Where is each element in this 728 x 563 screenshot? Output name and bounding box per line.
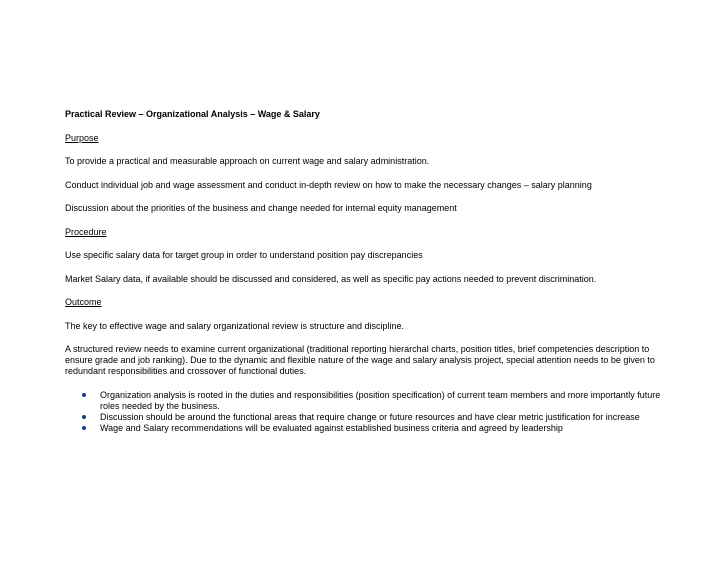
outcome-paragraph-2: A structured review needs to examine current organizational (traditional reporting hierarchal charts, position titles, brief competencies description to ensure grade and job ranking). Due to the dynamic and flexible nature of the wage and salary analysis project, special attention needs to be given to redundant responsibilities and crossover of functional duties. — [65, 344, 655, 376]
bullet-icon — [82, 393, 86, 397]
outcome-paragraph-1: The key to effective wage and salary organizational review is structure and discipline. — [65, 320, 405, 331]
bullet-icon — [82, 415, 86, 419]
bullet-icon — [82, 426, 86, 430]
purpose-heading: Purpose — [65, 132, 99, 143]
bullet-item — [65, 412, 665, 423]
procedure-paragraph-2: Market Salary data, if available should be discussed and considered, as well as specific pay actions needed to prevent discrimination. — [65, 273, 597, 284]
procedure-heading: Procedure — [65, 226, 107, 237]
bullet-item — [65, 390, 665, 412]
bullet-text: Organization analysis is rooted in the duties and responsibilities (position specification) of current team members and more importantly future roles needed by the business. — [100, 389, 661, 411]
purpose-paragraph-1: To provide a practical and measurable approach on current wage and salary administration. — [65, 156, 430, 166]
bullet-list — [65, 390, 665, 434]
purpose-paragraph-3: Discussion about the priorities of the business and change needed for internal equity management — [65, 203, 457, 213]
bullet-text: Wage and Salary recommendations will be evaluated against established business criteria and agreed by leadership — [100, 422, 563, 433]
bullet-item — [65, 423, 665, 434]
outcome-heading: Outcome — [65, 297, 102, 307]
purpose-paragraph-2: Conduct individual job and wage assessment and conduct in-depth review on how to make the necessary changes – salary planning — [65, 179, 592, 190]
bullet-text: Discussion should be around the functional areas that require change or future resources and have clear metric justification for increase — [100, 411, 640, 422]
document-page — [65, 109, 665, 434]
procedure-paragraph-1: Use specific salary data for target group in order to understand position pay discrepancies — [65, 250, 423, 260]
document-title: Practical Review – Organizational Analysis – Wage & Salary — [65, 109, 320, 119]
